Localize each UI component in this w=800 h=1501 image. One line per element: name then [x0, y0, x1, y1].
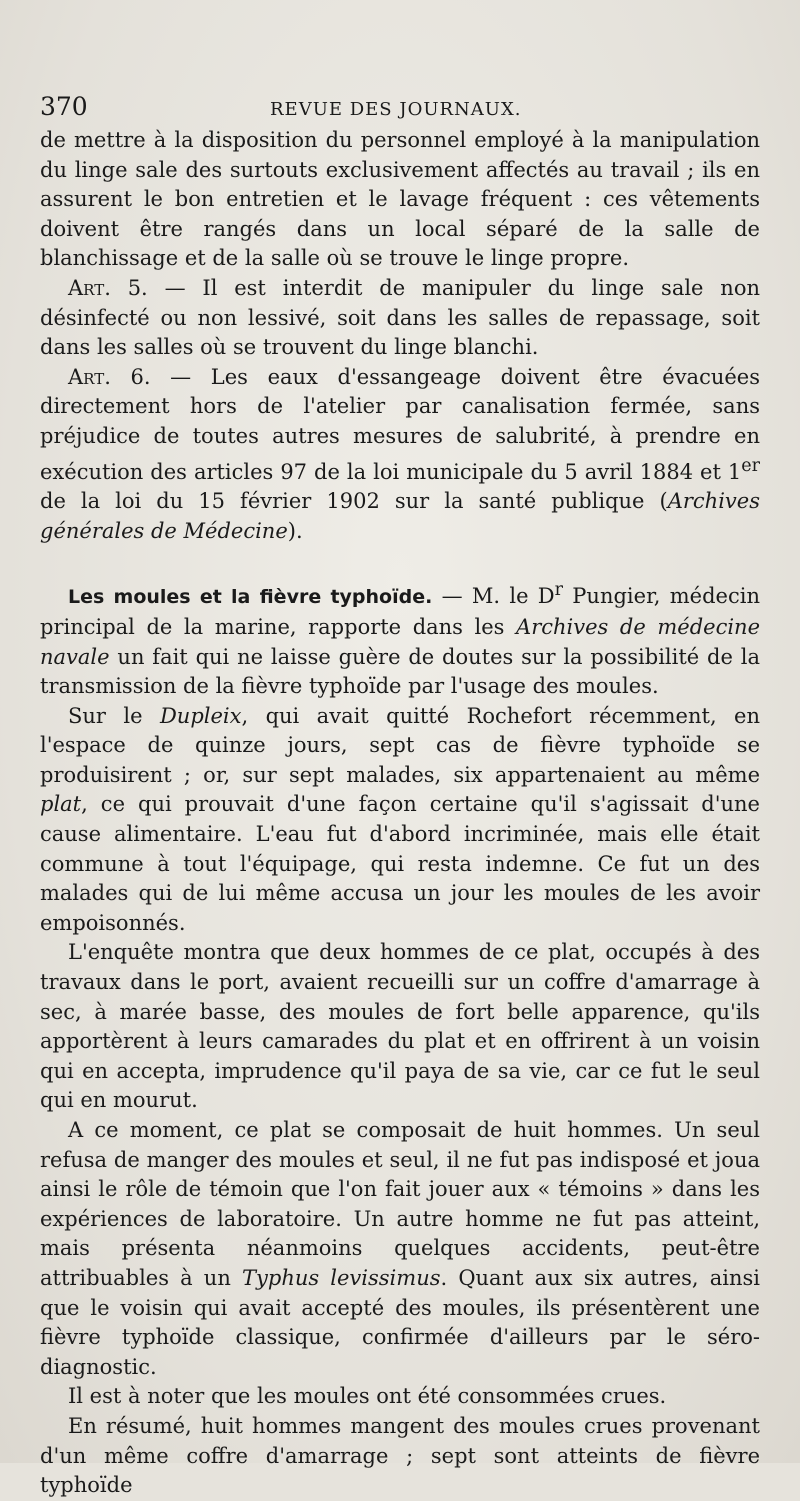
dupleix-text-continued: , qui avait quitté Rochefort récemment, en l'espace de quinze jours, sept cas de fièvre typhoïde se produisirent ; or, sur sept malades, six appartenaient au même	[40, 703, 760, 787]
article-6-source: Archives générales de Médecine	[40, 489, 760, 543]
article-6-text-continued: de la loi du 15 février 1902 sur la santé publique (	[40, 489, 668, 514]
section-heading: Les moules et la fièvre typhoïde.	[68, 586, 433, 609]
article-5-label: Art. 5.	[68, 275, 148, 300]
paragraph-dupleix	[40, 702, 760, 939]
article-6-text: — Les eaux d'essangeage doivent être évacuées directement hors de l'atelier par canalisation fermée, sans préjudice de toutes autres mesures de salubrité, à prendre en exécution des articles 97 de la loi municipale du 5 avril 1884 et 1	[40, 364, 760, 484]
body-text	[40, 126, 760, 1501]
moules-intro-text: — M. le D	[432, 584, 555, 609]
page-number: 370	[40, 92, 88, 121]
running-title: REVUE DES JOURNAUX.	[270, 99, 522, 120]
paragraph-crues: Il est à noter que les moules ont été consommées crues.	[68, 1384, 667, 1409]
moules-intro-text-end: un fait qui ne laisse guère de doutes sur la possibilité de la transmission de la fièvre typhoïde par l'usage des moules.	[40, 644, 760, 699]
plat-term: plat	[40, 792, 82, 817]
dupleix-text: Sur le	[68, 703, 160, 728]
dupleix-text-end: , ce qui prouvait d'une façon certaine qu'il s'agissait d'une cause alimentaire. L'eau fut d'abord incriminée, mais elle était commune à tout l'équipage, qui resta indemne. Ce fut un des malades qui de lui même accusa un jour les moules de les avoir empoisonnés.	[40, 792, 760, 935]
doctor-superscript: r	[554, 580, 564, 601]
paragraph-article-6	[40, 363, 760, 547]
moment-text: A ce moment, ce plat se composait de huit hommes. Un seul refusa de manger des moules et seul, il ne fut pas indisposé et joua ainsi le rôle de témoin que l'on fait jouer aux « témoins » dans les expériences de laboratoire. Un autre homme ne fut pas atteint, mais présenta néanmoins quelques accidents, peut-être attribuables à un	[40, 1118, 760, 1290]
paragraph-article-5	[40, 274, 760, 363]
paragraph-moules-intro	[40, 576, 760, 701]
page-header	[40, 92, 760, 126]
moment-text-end: . Quant aux six autres, ainsi que le voisin qui avait accepté des moules, ils présentèrent une fièvre typhoïde classique, confirmée d'ailleurs par le séro-diagnostic.	[40, 1265, 760, 1379]
moules-source: Archives de médecine navale	[40, 614, 760, 669]
moules-intro-text-continued: Pungier, médecin principal de la marine, rapporte dans les	[40, 584, 760, 639]
article-6-end: ).	[287, 518, 303, 543]
paragraph-enquete: L'enquête montra que deux hommes de ce plat, occupés à des travaux dans le port, avaient recueilli sur un coffre d'amarrage à sec, à marée basse, des moules de fort belle apparence, qu'ils apportèrent à leurs camarades du plat et en offrirent à un voisin qui en accepta, imprudence qu'il paya de sa vie, car ce fut le seul qui en mourut.	[40, 940, 760, 1113]
section-spacer	[40, 546, 760, 576]
article-5-text: — Il est interdit de manipuler du linge sale non désinfecté ou non lessivé, soit dans les salles de repassage, soit dans les salles où se trouvent du linge blanchi.	[40, 275, 761, 360]
typhus-term: Typhus levissimus	[242, 1265, 441, 1290]
article-6-label: Art. 6.	[68, 364, 151, 389]
paragraph-moment	[40, 1116, 760, 1382]
paragraph-linge-sale: de mettre à la disposition du personnel employé à la manipulation du linge sale des surtouts exclusivement affectés au travail ; ils en assurent le bon entretien et le lavage fréquent : ces vêtements doivent être rangés dans un local séparé de la salle de blanchissage et de la salle où se trouve le linge propre.	[40, 128, 760, 271]
ship-name: Dupleix	[159, 703, 242, 728]
article-6-superscript: er	[741, 455, 760, 476]
paragraph-resume: En résumé, huit hommes mangent des moules crues provenant d'un même coffre d'amarrage ; sept sont atteints de fièvre typhoïde	[40, 1413, 760, 1498]
